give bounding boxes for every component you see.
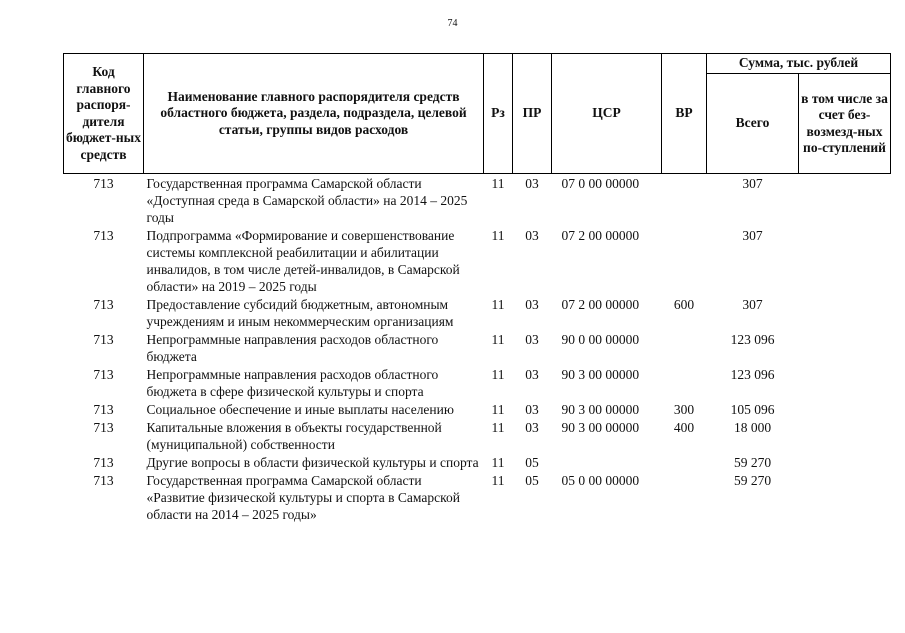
row-code: 713 xyxy=(93,332,114,347)
row-pr: 03 xyxy=(525,402,539,417)
table-row xyxy=(64,453,891,471)
row-rz: 11 xyxy=(491,297,505,312)
row-csr: 90 3 00 00000 xyxy=(561,420,640,435)
header-csr: ЦСР xyxy=(552,54,662,174)
row-rz: 11 xyxy=(491,176,505,191)
row-rz: 11 xyxy=(491,420,505,435)
row-code: 713 xyxy=(93,402,114,417)
row-total: 307 xyxy=(742,297,763,312)
row-pr: 03 xyxy=(525,332,539,347)
header-pr: ПР xyxy=(513,54,552,174)
row-pr: 05 xyxy=(525,455,539,470)
row-rz: 11 xyxy=(491,473,505,488)
row-csr: 07 2 00 00000 xyxy=(561,228,640,243)
row-pr: 03 xyxy=(525,367,539,382)
row-incl xyxy=(799,400,891,418)
header-sum: Сумма, тыс. рублей xyxy=(707,54,891,74)
row-vr xyxy=(662,226,707,295)
row-csr: 90 3 00 00000 xyxy=(561,367,640,382)
row-name: Непрограммные направления расходов областного бюджета xyxy=(146,332,439,364)
header-name: Наименование главного распорядителя средств областного бюджета, раздела, подраздела, целевой статьи, группы видов расходов xyxy=(144,54,484,174)
row-vr xyxy=(662,330,707,365)
row-total: 307 xyxy=(742,176,763,191)
row-incl xyxy=(799,226,891,295)
row-incl xyxy=(799,418,891,453)
table-row xyxy=(64,365,891,400)
row-name: Государственная программа Самарской области «Доступная среда в Самарской области» на 2014 – 2025 годы xyxy=(146,176,468,225)
row-incl xyxy=(799,295,891,330)
table-row xyxy=(64,174,891,227)
row-incl xyxy=(799,471,891,523)
row-code: 713 xyxy=(93,176,114,191)
table-row xyxy=(64,295,891,330)
table-row xyxy=(64,226,891,295)
header-total: Всего xyxy=(707,74,799,174)
row-name: Капитальные вложения в объекты государственной (муниципальной) собственности xyxy=(146,420,442,452)
table-body xyxy=(64,174,891,524)
row-incl xyxy=(799,365,891,400)
row-code: 713 xyxy=(93,473,114,488)
row-code: 713 xyxy=(93,228,114,243)
row-rz: 11 xyxy=(491,402,505,417)
row-code: 713 xyxy=(93,367,114,382)
row-vr: 400 xyxy=(673,420,695,435)
table-row xyxy=(64,471,891,523)
row-name: Государственная программа Самарской области «Развитие физической культуры и спорта в Самарской области на 2014 – 2025 годы» xyxy=(146,473,460,522)
row-total: 105 096 xyxy=(730,402,775,417)
row-total: 59 270 xyxy=(733,455,772,470)
row-code: 713 xyxy=(93,297,114,312)
table-header xyxy=(64,54,891,174)
row-incl xyxy=(799,453,891,471)
row-name: Другие вопросы в области физической культуры и спорта xyxy=(146,455,479,470)
page-number: 74 xyxy=(447,18,458,29)
row-name: Подпрограмма «Формирование и совершенствование системы комплексной реабилитации и абилитации инвалидов, в том числе детей-инвалидов, в Самарской области» на 2019 – 2025 годы xyxy=(146,228,460,294)
row-vr xyxy=(662,365,707,400)
row-total: 123 096 xyxy=(730,332,775,347)
row-total: 307 xyxy=(742,228,763,243)
row-rz: 11 xyxy=(491,228,505,243)
header-code: Код главного распоря-дителя бюджет-ных средств xyxy=(64,54,144,174)
row-csr: 90 0 00 00000 xyxy=(561,332,640,347)
row-rz: 11 xyxy=(491,367,505,382)
row-csr xyxy=(552,453,662,471)
row-incl xyxy=(799,174,891,227)
row-csr: 07 2 00 00000 xyxy=(561,297,640,312)
header-rz: Рз xyxy=(484,54,513,174)
table-row xyxy=(64,330,891,365)
row-rz: 11 xyxy=(491,455,505,470)
row-vr xyxy=(662,453,707,471)
row-csr: 90 3 00 00000 xyxy=(561,402,640,417)
row-rz: 11 xyxy=(491,332,505,347)
row-pr: 03 xyxy=(525,176,539,191)
row-total: 18 000 xyxy=(733,420,772,435)
row-name: Социальное обеспечение и иные выплаты населению xyxy=(146,402,454,417)
row-csr: 05 0 00 00000 xyxy=(561,473,640,488)
header-incl: в том числе за счет без-возмезд-ных по-ступлений xyxy=(799,74,891,174)
row-code: 713 xyxy=(93,455,114,470)
table-row xyxy=(64,418,891,453)
row-vr: 600 xyxy=(673,297,695,312)
row-vr xyxy=(662,174,707,227)
row-total: 123 096 xyxy=(730,367,775,382)
row-total: 59 270 xyxy=(733,473,772,488)
row-pr: 05 xyxy=(525,473,539,488)
row-vr xyxy=(662,471,707,523)
row-pr: 03 xyxy=(525,228,539,243)
budget-table xyxy=(63,53,891,523)
table-row xyxy=(64,400,891,418)
row-vr: 300 xyxy=(673,402,695,417)
header-vr: ВР xyxy=(662,54,707,174)
row-csr: 07 0 00 00000 xyxy=(561,176,640,191)
row-name: Непрограммные направления расходов областного бюджета в сфере физической культуры и спорта xyxy=(146,367,439,399)
row-name: Предоставление субсидий бюджетным, автономным учреждениям и иным некоммерческим организациям xyxy=(146,297,454,329)
row-pr: 03 xyxy=(525,297,539,312)
row-pr: 03 xyxy=(525,420,539,435)
row-incl xyxy=(799,330,891,365)
row-code: 713 xyxy=(93,420,114,435)
